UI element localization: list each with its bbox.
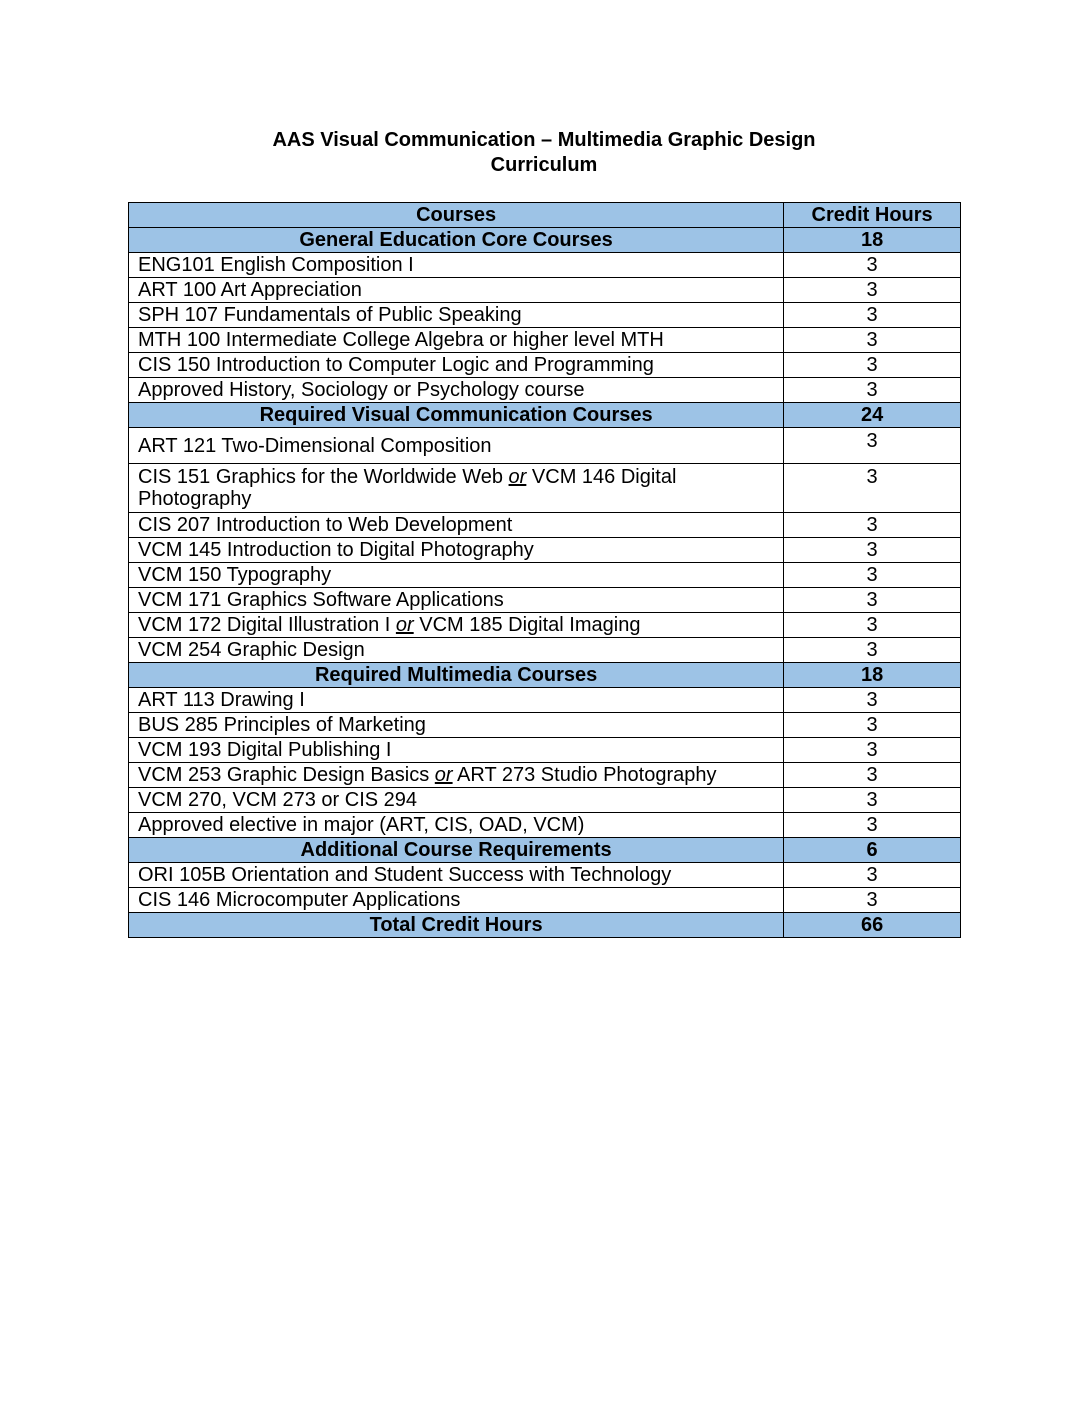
total-label: Total Credit Hours bbox=[129, 913, 784, 938]
or-conjunction: or bbox=[395, 614, 414, 636]
course-name: VCM 193 Digital Publishing I bbox=[129, 738, 784, 763]
section-hours: 18 bbox=[784, 663, 961, 688]
table-row bbox=[129, 713, 961, 738]
course-hours: 3 bbox=[784, 328, 961, 353]
course-name: ART 113 Drawing I bbox=[129, 688, 784, 713]
total-hours: 66 bbox=[784, 913, 961, 938]
course-name: CIS 207 Introduction to Web Development bbox=[129, 513, 784, 538]
section-hours: 6 bbox=[784, 838, 961, 863]
course-name: ORI 105B Orientation and Student Success with Technology bbox=[129, 863, 784, 888]
course-name: SPH 107 Fundamentals of Public Speaking bbox=[129, 303, 784, 328]
table-row bbox=[129, 328, 961, 353]
course-hours: 3 bbox=[784, 253, 961, 278]
table-row bbox=[129, 863, 961, 888]
curriculum-table bbox=[128, 202, 961, 938]
title-line-2: Curriculum bbox=[490, 154, 598, 176]
course-hours: 3 bbox=[784, 538, 961, 563]
table-row bbox=[129, 303, 961, 328]
section-name: Required Visual Communication Courses bbox=[129, 403, 784, 428]
course-option-a: VCM 253 Graphic Design Basics bbox=[138, 764, 430, 786]
course-hours: 3 bbox=[784, 378, 961, 403]
course-hours: 3 bbox=[784, 863, 961, 888]
section-row-multimedia bbox=[129, 663, 961, 688]
course-name: ENG101 English Composition I bbox=[129, 253, 784, 278]
course-hours: 3 bbox=[784, 588, 961, 613]
section-hours: 24 bbox=[784, 403, 961, 428]
title-line-1: AAS Visual Communication – Multimedia Graphic Design bbox=[272, 129, 816, 151]
course-name: BUS 285 Principles of Marketing bbox=[129, 713, 784, 738]
table-row bbox=[129, 464, 961, 513]
course-name bbox=[129, 464, 784, 513]
total-row bbox=[129, 913, 961, 938]
course-name: Approved elective in major (ART, CIS, OAD, VCM) bbox=[129, 813, 784, 838]
course-name: VCM 145 Introduction to Digital Photography bbox=[129, 538, 784, 563]
course-option-a: VCM 172 Digital Illustration I bbox=[138, 614, 391, 636]
course-hours: 3 bbox=[784, 738, 961, 763]
course-name: VCM 254 Graphic Design bbox=[129, 638, 784, 663]
section-hours: 18 bbox=[784, 228, 961, 253]
table-row bbox=[129, 538, 961, 563]
or-conjunction: or bbox=[508, 466, 527, 488]
section-row-additional-requirements bbox=[129, 838, 961, 863]
course-hours: 3 bbox=[784, 303, 961, 328]
course-name bbox=[129, 613, 784, 638]
course-name: MTH 100 Intermediate College Algebra or higher level MTH bbox=[129, 328, 784, 353]
table-row bbox=[129, 513, 961, 538]
course-option-b: VCM 185 Digital Imaging bbox=[419, 614, 641, 636]
table-row bbox=[129, 888, 961, 913]
table-row bbox=[129, 353, 961, 378]
table-row bbox=[129, 738, 961, 763]
table-row bbox=[129, 563, 961, 588]
table-header-row bbox=[129, 203, 961, 228]
course-hours: 3 bbox=[784, 638, 961, 663]
course-name: CIS 150 Introduction to Computer Logic and Programming bbox=[129, 353, 784, 378]
course-name: ART 100 Art Appreciation bbox=[129, 278, 784, 303]
section-name: General Education Core Courses bbox=[129, 228, 784, 253]
course-hours: 3 bbox=[784, 613, 961, 638]
course-hours: 3 bbox=[784, 428, 961, 464]
course-name: VCM 270, VCM 273 or CIS 294 bbox=[129, 788, 784, 813]
course-name bbox=[129, 763, 784, 788]
table-row bbox=[129, 378, 961, 403]
section-row-visual-communication bbox=[129, 403, 961, 428]
course-hours: 3 bbox=[784, 813, 961, 838]
course-hours: 3 bbox=[784, 763, 961, 788]
course-hours: 3 bbox=[784, 513, 961, 538]
course-name: Approved History, Sociology or Psychology course bbox=[129, 378, 784, 403]
course-hours: 3 bbox=[784, 278, 961, 303]
header-courses: Courses bbox=[129, 203, 784, 228]
section-row-general-education bbox=[129, 228, 961, 253]
table-row bbox=[129, 688, 961, 713]
course-hours: 3 bbox=[784, 688, 961, 713]
table-row bbox=[129, 253, 961, 278]
table-row bbox=[129, 428, 961, 464]
course-hours: 3 bbox=[784, 788, 961, 813]
table-row bbox=[129, 763, 961, 788]
table-row bbox=[129, 813, 961, 838]
course-name: VCM 171 Graphics Software Applications bbox=[129, 588, 784, 613]
course-name: VCM 150 Typography bbox=[129, 563, 784, 588]
table-row bbox=[129, 788, 961, 813]
document-title bbox=[0, 128, 1088, 178]
course-name: ART 121 Two-Dimensional Composition bbox=[129, 428, 784, 464]
table-row bbox=[129, 613, 961, 638]
table-row bbox=[129, 278, 961, 303]
table-row bbox=[129, 638, 961, 663]
or-conjunction: or bbox=[434, 764, 453, 786]
section-name: Required Multimedia Courses bbox=[129, 663, 784, 688]
course-hours: 3 bbox=[784, 353, 961, 378]
course-hours: 3 bbox=[784, 888, 961, 913]
course-hours: 3 bbox=[784, 464, 961, 513]
section-name: Additional Course Requirements bbox=[129, 838, 784, 863]
course-option-b: VCM 146 Digital Photography bbox=[138, 466, 677, 510]
table-row bbox=[129, 588, 961, 613]
course-hours: 3 bbox=[784, 563, 961, 588]
header-credit-hours: Credit Hours bbox=[784, 203, 961, 228]
course-option-a: CIS 151 Graphics for the Worldwide Web bbox=[138, 466, 503, 488]
course-option-b: ART 273 Studio Photography bbox=[457, 764, 717, 786]
course-name: CIS 146 Microcomputer Applications bbox=[129, 888, 784, 913]
course-hours: 3 bbox=[784, 713, 961, 738]
